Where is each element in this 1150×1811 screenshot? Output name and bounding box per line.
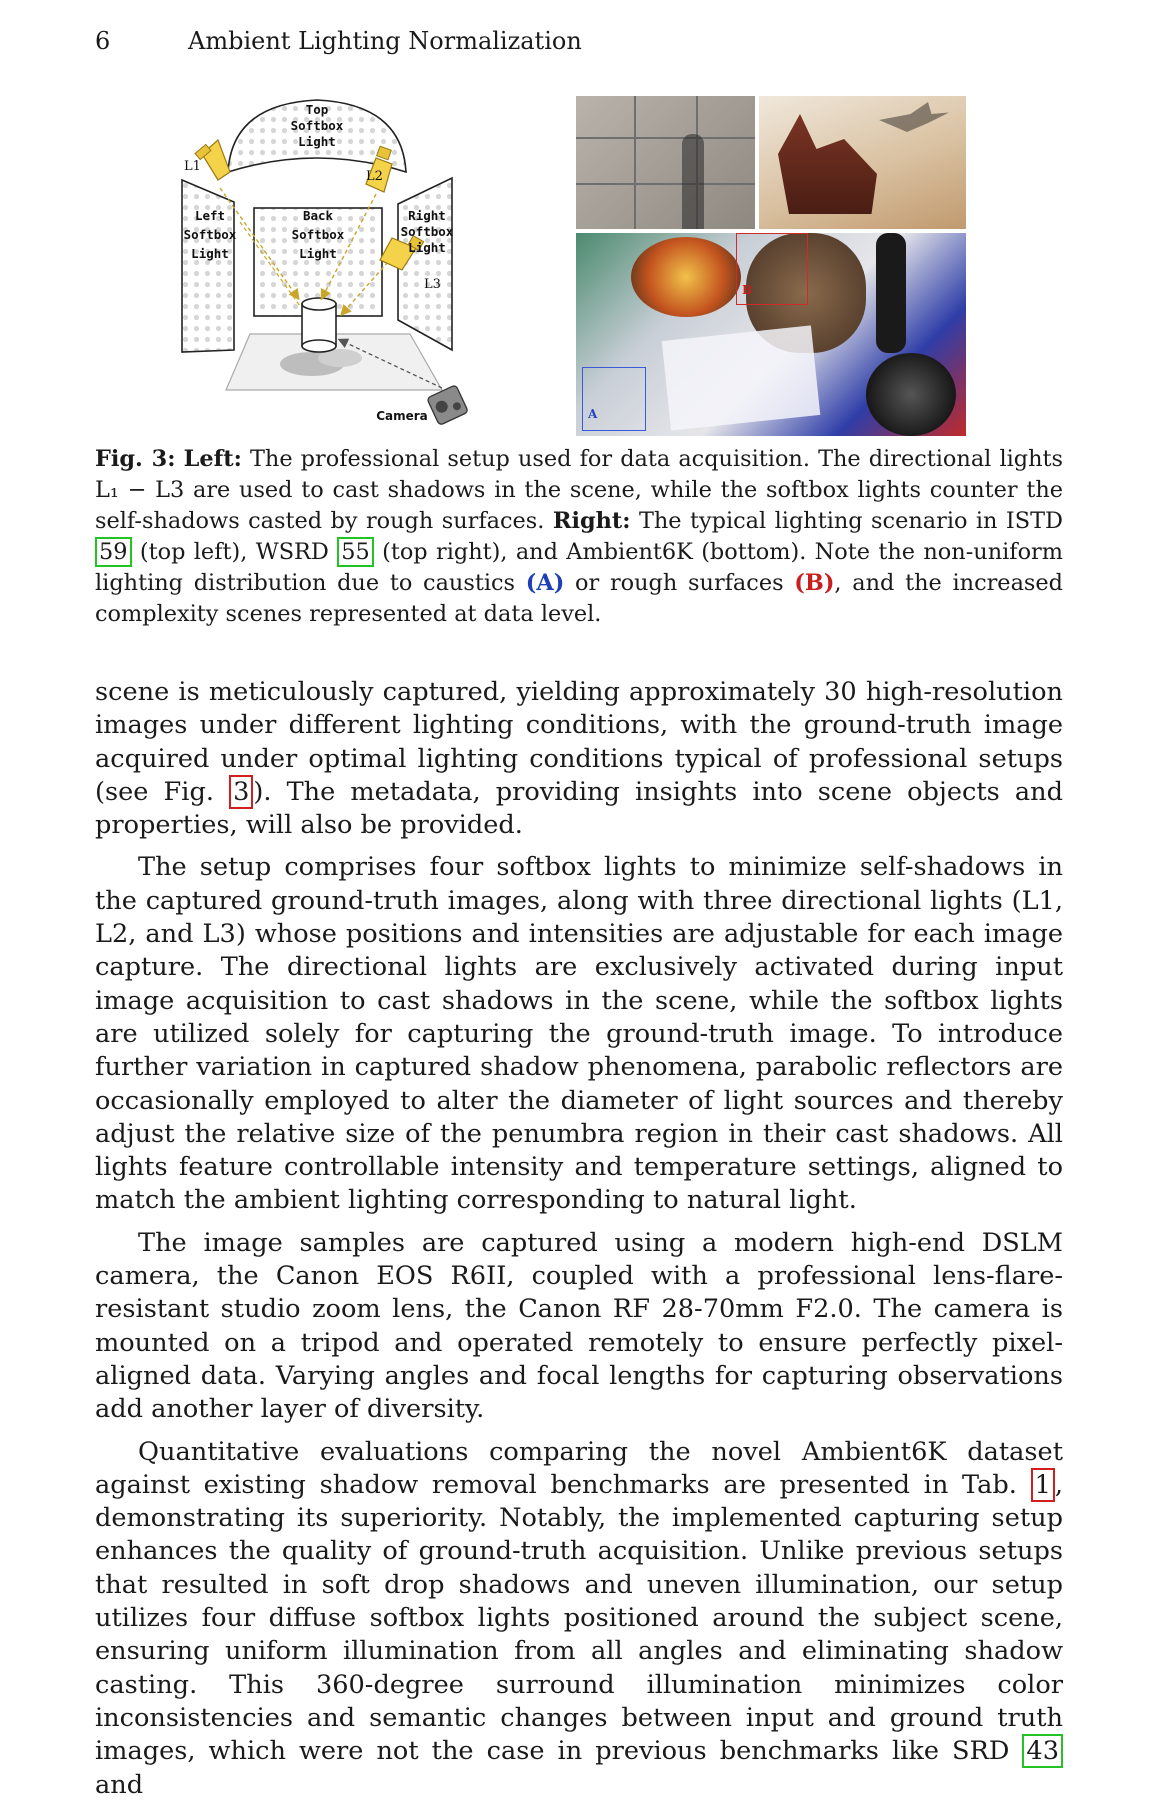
l3-label: L3 xyxy=(424,277,441,292)
caption-left-label: Left: xyxy=(183,446,242,472)
caption-right-label: Right: xyxy=(552,508,631,534)
top-softbox-label-2: Softbox xyxy=(290,118,344,133)
wsrd-sample-photo xyxy=(759,96,966,229)
back-softbox-label-3: Light xyxy=(299,246,337,261)
caption-text-1: The professional setup used for data acquisition. The directional lights L₁ − L3 are used to cast shadows in the scene, while the softbox lights counter the self-shadows casted by rough surfaces. xyxy=(95,446,1064,534)
page-number: 6 xyxy=(95,27,111,55)
setup-diagram xyxy=(180,92,520,437)
marker-a-box xyxy=(582,367,646,431)
paragraph-3: The image samples are captured using a modern high-end DSLM camera, the Canon EOS R6II, coupled with a professional lens-flare-resistant studio zoom lens, the Canon RF 28-70mm F2.0. The camera is mounted on a tripod and operated remotely to ensure perfectly pixel-aligned data. Varying angles and focal lengths for capturing observations add another layer of diversity. xyxy=(95,1227,1063,1425)
ambient6k-sample-photo xyxy=(576,233,966,436)
figure-ref-3[interactable]: 3 xyxy=(229,775,253,809)
right-softbox-label-2: Softbox xyxy=(400,224,454,239)
back-softbox-label-1: Back xyxy=(302,208,334,223)
camera-icon xyxy=(427,385,469,426)
running-title: Ambient Lighting Normalization xyxy=(188,27,582,55)
marker-a-label: A xyxy=(588,407,598,421)
paragraph-1-text-a: scene is meticulously captured, yielding approximately 30 high-resolution images under different lighting conditions, with the ground-truth image acquired under optimal lighting conditions typical of professional setups (see Fig. xyxy=(95,677,1063,807)
figure-caption xyxy=(95,444,1063,630)
citation-wsrd[interactable]: 55 xyxy=(337,537,374,567)
citation-srd[interactable]: 43 xyxy=(1022,1734,1063,1768)
left-softbox-label-3: Light xyxy=(191,246,229,261)
left-softbox-panel xyxy=(182,180,234,352)
right-softbox-label-3: Light xyxy=(408,240,446,255)
dataset-samples-figure xyxy=(576,96,966,436)
left-softbox-label-1: Left xyxy=(194,208,226,223)
top-softbox-label-1: Top xyxy=(305,102,329,117)
paragraph-1-text-b: ). The metadata, providing insights into scene objects and properties, will also be provided. xyxy=(95,776,1063,841)
top-softbox-label-3: Light xyxy=(298,134,336,149)
caption-text-2: The typical lighting scenario in ISTD xyxy=(630,508,1063,534)
caption-text-4: (top right), and Ambient6K (bottom). Note the non-uniform lighting distribution due to caustics xyxy=(95,539,1063,596)
paragraph-2: The setup comprises four softbox lights to minimize self-shadows in the captured ground-truth images, along with three directional lights (L1, L2, and L3) whose positions and intensities are adjustable for each image capture. The directional lights are exclusively activated during input image acquisition to cast shadows in the scene, while the softbox lights are utilized solely for capturing the ground-truth image. To introduce further variation in captured shadow phenomena, parabolic reflectors are occasionally employed to alter the diameter of light sources and thereby adjust the relative size of the penumbra region in their cast shadows. All lights feature controllable intensity and temperature settings, aligned to match the ambient lighting corresponding to natural light. xyxy=(95,852,1063,1216)
paragraph-4-text-b: , demonstrating its superiority. Notably, the implemented capturing setup enhances the quality of ground-truth acquisition. Unlike previous setups that resulted in soft drop shadows and uneven illumination, our setup utilizes four diffuse softbox lights positioned around the subject scene, ensuring uniform illumination from all angles and eliminating shadow casting. This 360-degree surround illumination minimizes color inconsistencies and semantic changes between input and ground truth images, which were not the case in previous benchmarks like SRD xyxy=(95,1469,1063,1767)
istd-sample-photo xyxy=(576,96,755,229)
body-text xyxy=(95,676,1063,1811)
l1-label: L1 xyxy=(184,159,201,174)
caption-marker-b: (B) xyxy=(794,570,835,596)
citation-istd[interactable]: 59 xyxy=(95,537,132,567)
caption-text-6: , and the increased complexity scenes represented at data level. xyxy=(95,570,1063,627)
table-ref-1[interactable]: 1 xyxy=(1031,1468,1055,1502)
back-softbox-label-2: Softbox xyxy=(291,227,345,242)
setup-diagram-svg xyxy=(180,92,520,437)
caption-marker-a: (A) xyxy=(525,570,565,596)
caption-fig-label: Fig. 3: xyxy=(95,446,176,472)
paragraph-4-text-c: and xyxy=(95,1769,144,1800)
right-softbox-label-1: Right xyxy=(408,208,446,223)
paragraph-1 xyxy=(95,676,1063,842)
paragraph-4-text-a: Quantitative evaluations comparing the novel Ambient6K dataset against existing shadow removal benchmarks are presented in Tab. xyxy=(95,1436,1063,1500)
camera-label: Camera xyxy=(376,409,428,423)
paragraph-4 xyxy=(95,1436,1063,1802)
caption-text-3: (top left), WSRD xyxy=(131,539,338,565)
caption-text-5: or rough surfaces xyxy=(564,570,795,596)
left-softbox-label-2: Softbox xyxy=(183,227,237,242)
marker-b-label: B xyxy=(742,283,753,297)
l2-label: L2 xyxy=(366,169,383,184)
